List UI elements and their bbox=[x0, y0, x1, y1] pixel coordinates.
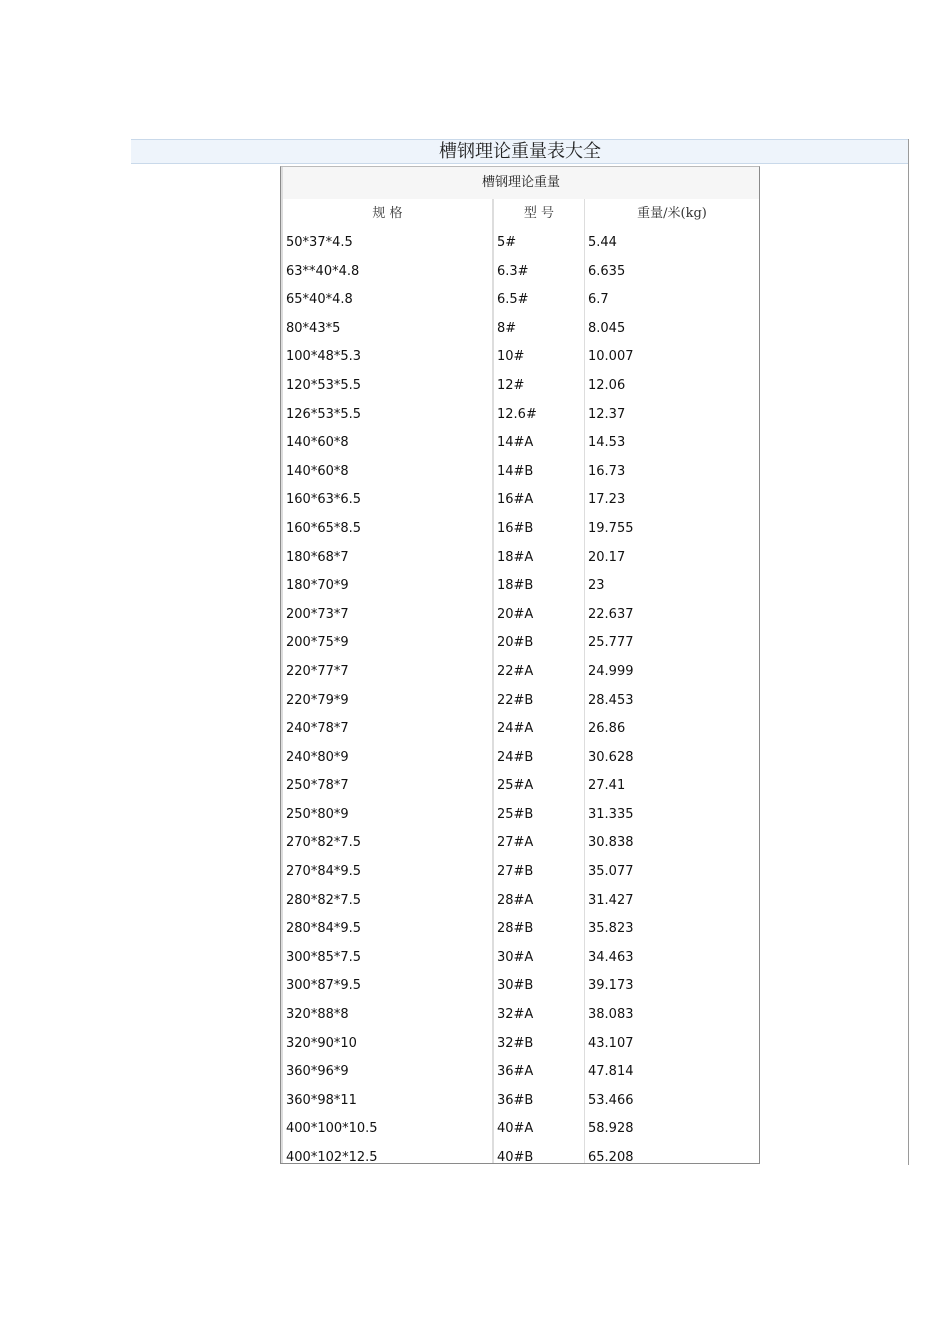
table-caption: 槽钢理论重量 bbox=[281, 167, 759, 199]
cell-model: 28#A bbox=[492, 887, 584, 916]
cell-weight: 6.7 bbox=[584, 286, 759, 315]
cell-model: 30#B bbox=[492, 972, 584, 1001]
cell-model: 36#A bbox=[492, 1058, 584, 1087]
table-row bbox=[281, 801, 759, 830]
table-row bbox=[281, 915, 759, 944]
cell-spec: 220*79*9 bbox=[281, 687, 492, 716]
cell-model: 16#B bbox=[492, 515, 584, 544]
cell-weight: 47.814 bbox=[584, 1058, 759, 1087]
cell-spec: 160*63*6.5 bbox=[281, 486, 492, 515]
cell-model: 12# bbox=[492, 372, 584, 401]
cell-weight: 24.999 bbox=[584, 658, 759, 687]
header-weight: 重量/米(kg) bbox=[584, 199, 759, 229]
cell-weight: 16.73 bbox=[584, 458, 759, 487]
cell-weight: 12.06 bbox=[584, 372, 759, 401]
cell-weight: 28.453 bbox=[584, 687, 759, 716]
cell-weight: 26.86 bbox=[584, 715, 759, 744]
cell-model: 12.6# bbox=[492, 401, 584, 430]
cell-weight: 53.466 bbox=[584, 1087, 759, 1116]
cell-spec: 140*60*8 bbox=[281, 429, 492, 458]
table-row bbox=[281, 1144, 759, 1164]
cell-model: 32#A bbox=[492, 1001, 584, 1030]
table-row bbox=[281, 343, 759, 372]
cell-spec: 50*37*4.5 bbox=[281, 229, 492, 258]
cell-weight: 30.628 bbox=[584, 744, 759, 773]
table-row bbox=[281, 772, 759, 801]
cell-model: 36#B bbox=[492, 1087, 584, 1116]
cell-weight: 12.37 bbox=[584, 401, 759, 430]
table-row bbox=[281, 572, 759, 601]
table-row bbox=[281, 715, 759, 744]
cell-spec: 400*102*12.5 bbox=[281, 1144, 492, 1164]
table-row bbox=[281, 1087, 759, 1116]
cell-spec: 250*78*7 bbox=[281, 772, 492, 801]
cell-weight: 58.928 bbox=[584, 1115, 759, 1144]
cell-model: 6.5# bbox=[492, 286, 584, 315]
cell-weight: 20.17 bbox=[584, 544, 759, 573]
cell-model: 27#B bbox=[492, 858, 584, 887]
table-header-row bbox=[281, 199, 759, 229]
table-row bbox=[281, 972, 759, 1001]
cell-model: 20#B bbox=[492, 629, 584, 658]
table-row bbox=[281, 315, 759, 344]
table-row bbox=[281, 601, 759, 630]
cell-model: 20#A bbox=[492, 601, 584, 630]
cell-spec: 126*53*5.5 bbox=[281, 401, 492, 430]
table-row bbox=[281, 401, 759, 430]
cell-model: 25#B bbox=[492, 801, 584, 830]
right-divider bbox=[908, 139, 909, 1165]
cell-model: 25#A bbox=[492, 772, 584, 801]
cell-weight: 65.208 bbox=[584, 1144, 759, 1164]
cell-spec: 240*78*7 bbox=[281, 715, 492, 744]
cell-weight: 8.045 bbox=[584, 315, 759, 344]
cell-spec: 180*68*7 bbox=[281, 544, 492, 573]
cell-weight: 35.823 bbox=[584, 915, 759, 944]
table-row bbox=[281, 1001, 759, 1030]
cell-weight: 14.53 bbox=[584, 429, 759, 458]
cell-model: 14#A bbox=[492, 429, 584, 458]
cell-spec: 270*82*7.5 bbox=[281, 829, 492, 858]
cell-weight: 43.107 bbox=[584, 1030, 759, 1059]
table-row bbox=[281, 544, 759, 573]
cell-spec: 140*60*8 bbox=[281, 458, 492, 487]
table-row bbox=[281, 286, 759, 315]
cell-model: 18#B bbox=[492, 572, 584, 601]
cell-spec: 320*90*10 bbox=[281, 1030, 492, 1059]
cell-model: 8# bbox=[492, 315, 584, 344]
header-spec: 规 格 bbox=[281, 199, 492, 229]
cell-weight: 38.083 bbox=[584, 1001, 759, 1030]
cell-spec: 63**40*4.8 bbox=[281, 258, 492, 287]
cell-spec: 200*75*9 bbox=[281, 629, 492, 658]
cell-weight: 39.173 bbox=[584, 972, 759, 1001]
cell-model: 22#B bbox=[492, 687, 584, 716]
cell-model: 22#A bbox=[492, 658, 584, 687]
cell-weight: 23 bbox=[584, 572, 759, 601]
weight-table bbox=[280, 166, 760, 1164]
table-row bbox=[281, 887, 759, 916]
cell-weight: 35.077 bbox=[584, 858, 759, 887]
cell-spec: 250*80*9 bbox=[281, 801, 492, 830]
table-row bbox=[281, 1030, 759, 1059]
table-row bbox=[281, 687, 759, 716]
cell-model: 16#A bbox=[492, 486, 584, 515]
table-row bbox=[281, 515, 759, 544]
cell-spec: 80*43*5 bbox=[281, 315, 492, 344]
cell-model: 32#B bbox=[492, 1030, 584, 1059]
table-row bbox=[281, 829, 759, 858]
cell-spec: 270*84*9.5 bbox=[281, 858, 492, 887]
cell-spec: 300*87*9.5 bbox=[281, 972, 492, 1001]
cell-spec: 120*53*5.5 bbox=[281, 372, 492, 401]
cell-spec: 240*80*9 bbox=[281, 744, 492, 773]
cell-model: 28#B bbox=[492, 915, 584, 944]
table-row bbox=[281, 258, 759, 287]
cell-weight: 10.007 bbox=[584, 343, 759, 372]
cell-model: 10# bbox=[492, 343, 584, 372]
cell-weight: 34.463 bbox=[584, 944, 759, 973]
table-row bbox=[281, 858, 759, 887]
cell-spec: 200*73*7 bbox=[281, 601, 492, 630]
cell-spec: 280*82*7.5 bbox=[281, 887, 492, 916]
cell-model: 5# bbox=[492, 229, 584, 258]
cell-weight: 17.23 bbox=[584, 486, 759, 515]
cell-model: 40#A bbox=[492, 1115, 584, 1144]
cell-spec: 280*84*9.5 bbox=[281, 915, 492, 944]
table-row bbox=[281, 1115, 759, 1144]
cell-model: 40#B bbox=[492, 1144, 584, 1164]
cell-spec: 360*98*11 bbox=[281, 1087, 492, 1116]
cell-spec: 160*65*8.5 bbox=[281, 515, 492, 544]
page-title: 槽钢理论重量表大全 bbox=[131, 139, 909, 164]
table-row bbox=[281, 629, 759, 658]
cell-model: 6.3# bbox=[492, 258, 584, 287]
table-row bbox=[281, 429, 759, 458]
table-row bbox=[281, 1058, 759, 1087]
cell-model: 14#B bbox=[492, 458, 584, 487]
cell-weight: 30.838 bbox=[584, 829, 759, 858]
cell-spec: 100*48*5.3 bbox=[281, 343, 492, 372]
cell-spec: 220*77*7 bbox=[281, 658, 492, 687]
table-row bbox=[281, 744, 759, 773]
cell-spec: 320*88*8 bbox=[281, 1001, 492, 1030]
table-row bbox=[281, 658, 759, 687]
cell-weight: 31.335 bbox=[584, 801, 759, 830]
table-body bbox=[281, 229, 759, 1164]
header-model: 型 号 bbox=[492, 199, 584, 229]
table-row bbox=[281, 229, 759, 258]
cell-model: 18#A bbox=[492, 544, 584, 573]
cell-weight: 22.637 bbox=[584, 601, 759, 630]
cell-weight: 27.41 bbox=[584, 772, 759, 801]
cell-model: 24#A bbox=[492, 715, 584, 744]
cell-spec: 300*85*7.5 bbox=[281, 944, 492, 973]
table-row bbox=[281, 458, 759, 487]
table-row bbox=[281, 486, 759, 515]
table-row bbox=[281, 944, 759, 973]
cell-weight: 25.777 bbox=[584, 629, 759, 658]
cell-weight: 19.755 bbox=[584, 515, 759, 544]
cell-spec: 400*100*10.5 bbox=[281, 1115, 492, 1144]
cell-model: 24#B bbox=[492, 744, 584, 773]
cell-spec: 65*40*4.8 bbox=[281, 286, 492, 315]
cell-weight: 6.635 bbox=[584, 258, 759, 287]
cell-weight: 5.44 bbox=[584, 229, 759, 258]
cell-weight: 31.427 bbox=[584, 887, 759, 916]
cell-spec: 360*96*9 bbox=[281, 1058, 492, 1087]
cell-model: 27#A bbox=[492, 829, 584, 858]
cell-model: 30#A bbox=[492, 944, 584, 973]
cell-spec: 180*70*9 bbox=[281, 572, 492, 601]
table-row bbox=[281, 372, 759, 401]
